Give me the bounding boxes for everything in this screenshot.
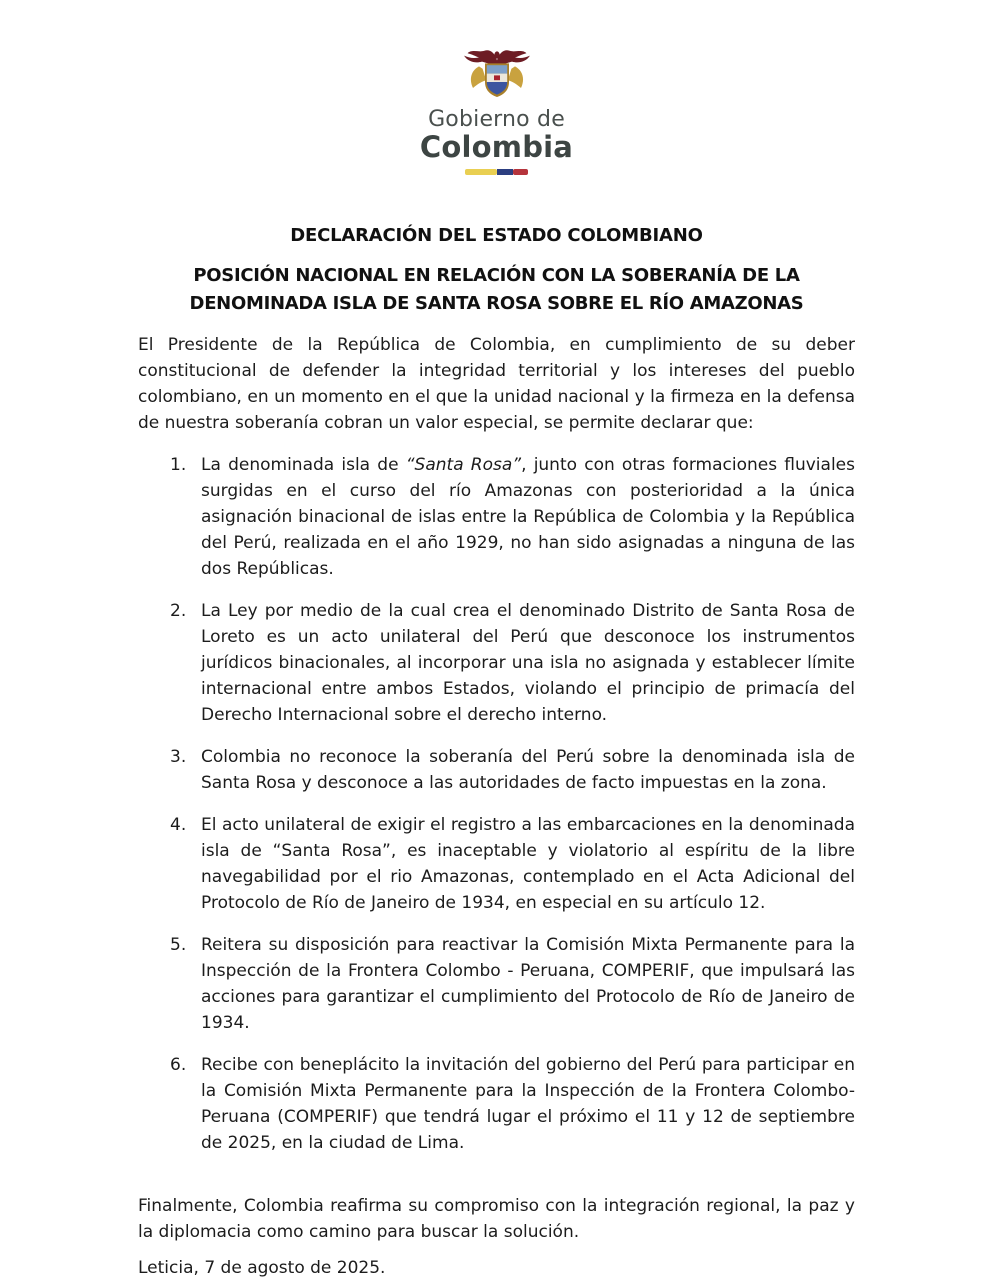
document-subtitle	[138, 262, 855, 318]
document-subtitle-line1: POSICIÓN NACIONAL EN RELACIÓN CON LA SOBERANÍA DE LA	[193, 265, 800, 287]
condor-head	[494, 51, 499, 58]
item-number: 5.	[170, 935, 187, 956]
item-number: 1.	[170, 455, 187, 476]
gobierno-de-label: Gobierno de	[428, 107, 565, 132]
government-logo	[138, 46, 855, 175]
shield-top-band	[486, 65, 506, 73]
flag-blue-segment	[497, 169, 513, 175]
list-item-6	[170, 1052, 855, 1156]
item-text: Colombia no reconoce la soberanía del Perú sobre la denominada isla de Santa Rosa y desconoce a las autoridades de facto impuestas en la zona.	[201, 747, 855, 794]
item1-text-italic: “Santa Rosa”	[405, 455, 522, 476]
item-text: La Ley por medio de la cual crea el denominado Distrito de Santa Rosa de Loreto es un acto unilateral del Perú que desconoce los instrumentos jurídicos binacionales, al incorporar una isla no asignada y establecer límite internacional entre ambos Estados, violando el principio de primacía del Derecho Internacional sobre el derecho interno.	[201, 601, 855, 726]
closing-paragraph: Finalmente, Colombia reafirma su compromiso con la integración regional, la paz y la diplomacia como camino para buscar la solución.	[138, 1196, 855, 1243]
right-flag-drape	[507, 66, 522, 88]
list-item-3	[170, 744, 855, 796]
item-text: Reitera su disposición para reactivar la Comisión Mixta Permanente para la Inspección de la Frontera Colombo - Peruana, COMPERIF, que impulsará las acciones para garantizar el cumplimiento del Protocolo de Río de Janeiro de 1934.	[201, 935, 855, 1034]
list-item-2	[170, 598, 855, 728]
dateline: Leticia, 7 de agosto de 2025.	[138, 1258, 386, 1279]
item-text	[201, 452, 855, 582]
colombia-label: Colombia	[419, 129, 574, 164]
list-item-4	[170, 812, 855, 916]
colombia-coat-of-arms-icon	[460, 46, 534, 106]
item-text: Recibe con beneplácito la invitación del gobierno del Perú para participar en la Comisión Mixta Permanente para la Inspección de la Frontera Colombo-Peruana (COMPERIF) que tendrá lugar el próximo el 11 y 12 de septiembre de 2025, en la ciudad de Lima.	[201, 1055, 855, 1154]
intro-paragraph: El Presidente de la República de Colombia, en cumplimiento de su deber constitucional de defender la integridad territorial y los intereses del pueblo colombiano, en un momento en el que la unidad nacional y la firmeza en la defensa de nuestra soberanía cobran un valor especial, se permite declarar que:	[138, 335, 855, 434]
shield-red-charge	[494, 75, 500, 80]
document-subtitle-line2: DENOMINADA ISLA DE SANTA ROSA SOBRE EL RÍO AMAZONAS	[189, 293, 804, 315]
item1-text-after: , junto con otras formaciones fluviales surgidas en el curso del río Amazonas con posterioridad a la única asignación binacional de islas entre la República de Colombia y la República del Perú, realizada en el año 1929, no han sido asignadas a ninguna de las dos Repúblicas.	[201, 455, 855, 580]
item-number: 3.	[170, 747, 187, 768]
flag-yellow-segment	[465, 169, 497, 175]
item-number: 4.	[170, 815, 187, 836]
item-number: 2.	[170, 601, 187, 622]
item1-text-before: La denominada isla de	[201, 455, 406, 476]
left-flag-drape	[470, 66, 485, 88]
item-number: 6.	[170, 1055, 187, 1076]
declaration-list	[138, 452, 855, 1156]
document-title: DECLARACIÓN DEL ESTADO COLOMBIANO	[290, 225, 703, 247]
flag-red-segment	[513, 169, 528, 175]
list-item-1	[170, 452, 855, 582]
colombia-flag-bar	[465, 169, 528, 175]
item-text: El acto unilateral de exigir el registro a las embarcaciones en la denominada isla de “Santa Rosa”, es inaceptable y violatorio al espíritu de la libre navegabilidad por el rio Amazonas, contemplado en el Acta Adicional del Protocolo de Río de Janeiro de 1934, en especial en su artículo 12.	[201, 815, 855, 914]
list-item-5	[170, 932, 855, 1036]
